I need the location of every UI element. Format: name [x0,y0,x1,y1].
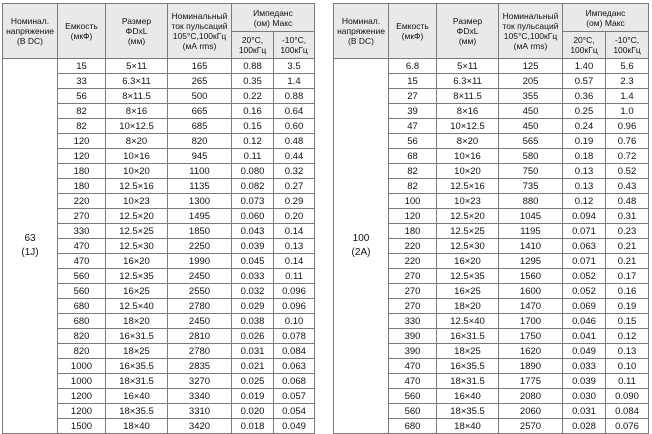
impedance-20c-cell: 0.026 [232,329,274,344]
capacitance-cell: 180 [389,224,437,239]
ripple-current-cell: 355 [499,89,563,104]
impedance-minus10c-cell: 0.057 [274,389,315,404]
size-cell: 16×31.5 [437,329,499,344]
size-cell: 16×31.5 [106,329,168,344]
size-cell: 12.5×16 [106,179,168,194]
impedance-20c-cell: 0.025 [232,374,274,389]
ripple-current-cell: 880 [499,194,563,209]
capacitance-cell: 1000 [58,374,106,389]
ripple-current-cell: 2780 [168,299,232,314]
size-cell: 16×40 [106,389,168,404]
header-capacitance: Емкость (мкФ) [58,4,106,59]
impedance-minus10c-cell: 0.48 [274,134,315,149]
capacitance-cell: 270 [58,209,106,224]
impedance-20c-cell: 0.031 [563,404,606,419]
impedance-20c-cell: 0.020 [232,404,274,419]
impedance-minus10c-cell: 0.48 [606,194,649,209]
impedance-20c-cell: 0.033 [563,359,606,374]
impedance-minus10c-cell: 0.17 [606,269,649,284]
size-cell: 12.5×16 [437,179,499,194]
capacitance-cell: 82 [58,119,106,134]
size-cell: 12.5×25 [106,224,168,239]
size-cell: 8×16 [106,104,168,119]
capacitance-cell: 47 [389,119,437,134]
impedance-20c-cell: 0.028 [563,419,606,434]
ripple-current-cell: 1045 [499,209,563,224]
impedance-20c-cell: 0.13 [563,179,606,194]
impedance-20c-cell: 0.069 [563,299,606,314]
size-cell: 16×25 [106,284,168,299]
impedance-minus10c-cell: 0.60 [274,119,315,134]
capacitance-cell: 470 [58,254,106,269]
impedance-20c-cell: 0.15 [232,119,274,134]
size-cell: 12.5×35 [437,269,499,284]
ripple-current-cell: 265 [168,74,232,89]
capacitance-cell: 15 [58,59,106,74]
impedance-20c-cell: 0.041 [563,329,606,344]
size-cell: 16×35.5 [106,359,168,374]
size-cell: 16×20 [437,254,499,269]
impedance-20c-cell: 0.018 [232,419,274,434]
impedance-20c-cell: 0.094 [563,209,606,224]
header-voltage: Номинал. напряжение (В DC) [334,4,389,59]
capacitance-cell: 330 [58,224,106,239]
impedance-20c-cell: 0.045 [232,254,274,269]
size-cell: 18×40 [106,419,168,434]
capacitance-cell: 220 [389,239,437,254]
impedance-minus10c-cell: 0.049 [274,419,315,434]
impedance-20c-cell: 0.25 [563,104,606,119]
impedance-minus10c-cell: 1.4 [606,89,649,104]
impedance-20c-cell: 0.071 [563,224,606,239]
ripple-current-cell: 580 [499,149,563,164]
impedance-20c-cell: 0.032 [232,284,274,299]
header-ripple-current: Номинальный ток пульсаций 105°C,100кГц (мА rms) [499,4,563,59]
capacitance-cell: 560 [389,389,437,404]
ripple-current-cell: 1850 [168,224,232,239]
impedance-minus10c-cell: 0.21 [606,239,649,254]
impedance-minus10c-cell: 0.96 [606,119,649,134]
impedance-minus10c-cell: 0.21 [606,254,649,269]
size-cell: 10×12.5 [106,119,168,134]
impedance-20c-cell: 0.19 [563,134,606,149]
ripple-current-cell: 1195 [499,224,563,239]
impedance-minus10c-cell: 1.4 [274,74,315,89]
capacitance-cell: 470 [389,374,437,389]
capacitance-cell: 680 [58,299,106,314]
size-cell: 18×20 [106,314,168,329]
impedance-minus10c-cell: 0.20 [274,209,315,224]
impedance-20c-cell: 0.049 [563,344,606,359]
size-cell: 8×11.5 [106,89,168,104]
ripple-current-cell: 1495 [168,209,232,224]
ripple-current-cell: 1410 [499,239,563,254]
impedance-minus10c-cell: 0.16 [606,284,649,299]
impedance-minus10c-cell: 0.10 [274,314,315,329]
ripple-current-cell: 1600 [499,284,563,299]
impedance-20c-cell: 0.031 [232,344,274,359]
size-cell: 12.5×40 [106,299,168,314]
ripple-current-cell: 1775 [499,374,563,389]
ripple-current-cell: 1135 [168,179,232,194]
impedance-20c-cell: 0.019 [232,389,274,404]
voltage-cell: 63 (1J) [3,59,58,434]
ripple-current-cell: 3340 [168,389,232,404]
impedance-minus10c-cell: 2.3 [606,74,649,89]
impedance-minus10c-cell: 0.13 [274,239,315,254]
impedance-20c-cell: 0.033 [232,269,274,284]
impedance-minus10c-cell: 0.44 [274,149,315,164]
size-cell: 18×25 [437,344,499,359]
capacitance-cell: 680 [58,314,106,329]
size-cell: 12.5×40 [437,314,499,329]
ripple-current-cell: 2810 [168,329,232,344]
impedance-20c-cell: 0.030 [563,389,606,404]
impedance-20c-cell: 0.082 [232,179,274,194]
size-cell: 18×25 [106,344,168,359]
ripple-current-cell: 1890 [499,359,563,374]
right-spec-table [333,3,649,434]
size-cell: 18×35.5 [437,404,499,419]
ripple-current-cell: 1295 [499,254,563,269]
ripple-current-cell: 735 [499,179,563,194]
capacitance-cell: 390 [389,329,437,344]
impedance-minus10c-cell: 0.076 [606,419,649,434]
voltage-cell: 100 (2A) [334,59,389,434]
size-cell: 16×35.5 [437,359,499,374]
capacitance-cell: 820 [58,344,106,359]
impedance-20c-cell: 0.052 [563,269,606,284]
size-cell: 18×31.5 [437,374,499,389]
ripple-current-cell: 3420 [168,419,232,434]
ripple-current-cell: 500 [168,89,232,104]
capacitance-cell: 15 [389,74,437,89]
ripple-current-cell: 1470 [499,299,563,314]
header-impedance-minus10c: -10°C, 100кГц [606,32,649,59]
header-voltage: Номинал. напряжение (В DC) [3,4,58,59]
impedance-minus10c-cell: 0.054 [274,404,315,419]
impedance-minus10c-cell: 0.090 [606,389,649,404]
impedance-minus10c-cell: 0.43 [606,179,649,194]
impedance-20c-cell: 0.36 [563,89,606,104]
size-cell: 5×11 [106,59,168,74]
impedance-20c-cell: 0.16 [232,104,274,119]
size-cell: 18×20 [437,299,499,314]
capacitance-cell: 1500 [58,419,106,434]
size-cell: 10×23 [106,194,168,209]
size-cell: 10×16 [106,149,168,164]
capacitance-cell: 100 [389,194,437,209]
impedance-minus10c-cell: 0.76 [606,134,649,149]
impedance-minus10c-cell: 0.084 [274,344,315,359]
ripple-current-cell: 165 [168,59,232,74]
size-cell: 16×25 [437,284,499,299]
capacitance-cell: 33 [58,74,106,89]
ripple-current-cell: 450 [499,104,563,119]
capacitance-cell: 1200 [58,389,106,404]
impedance-minus10c-cell: 0.52 [606,164,649,179]
table-row [334,59,649,74]
impedance-minus10c-cell: 0.29 [274,194,315,209]
size-cell: 10×12.5 [437,119,499,134]
impedance-20c-cell: 0.046 [563,314,606,329]
capacitance-cell: 82 [389,179,437,194]
capacitance-cell: 820 [58,329,106,344]
capacitance-cell: 6.8 [389,59,437,74]
ripple-current-cell: 2450 [168,269,232,284]
size-cell: 12.5×35 [106,269,168,284]
impedance-minus10c-cell: 0.12 [606,329,649,344]
capacitance-cell: 680 [389,419,437,434]
header-impedance: Импеданс (ом) Макс [563,4,649,32]
impedance-20c-cell: 0.029 [232,299,274,314]
header-capacitance: Емкость (мкФ) [389,4,437,59]
capacitance-cell: 560 [389,404,437,419]
ripple-current-cell: 665 [168,104,232,119]
size-cell: 10×20 [106,164,168,179]
impedance-20c-cell: 1.40 [563,59,606,74]
impedance-20c-cell: 0.24 [563,119,606,134]
table-row [3,59,315,74]
impedance-20c-cell: 0.071 [563,254,606,269]
impedance-20c-cell: 0.039 [232,239,274,254]
impedance-minus10c-cell: 0.19 [606,299,649,314]
impedance-minus10c-cell: 0.096 [274,284,315,299]
capacitance-cell: 560 [58,284,106,299]
size-cell: 8×20 [437,134,499,149]
impedance-20c-cell: 0.038 [232,314,274,329]
capacitance-cell: 82 [58,104,106,119]
impedance-minus10c-cell: 0.068 [274,374,315,389]
impedance-20c-cell: 0.12 [563,194,606,209]
capacitance-cell: 330 [389,314,437,329]
impedance-minus10c-cell: 0.14 [274,254,315,269]
capacitance-cell: 39 [389,104,437,119]
capacitance-cell: 82 [389,164,437,179]
capacitance-cell: 27 [389,89,437,104]
header-ripple-current: Номинальный ток пульсаций 105°C,100кГц (мА rms) [168,4,232,59]
ripple-current-cell: 1100 [168,164,232,179]
capacitance-cell: 120 [58,149,106,164]
size-cell: 6.3×11 [437,74,499,89]
capacitance-cell: 390 [389,344,437,359]
size-cell: 16×40 [437,389,499,404]
impedance-minus10c-cell: 0.72 [606,149,649,164]
size-cell: 5×11 [437,59,499,74]
capacitance-cell: 220 [389,254,437,269]
size-cell: 8×11.5 [437,89,499,104]
header-impedance: Импеданс (ом) Макс [232,4,315,32]
ripple-current-cell: 750 [499,164,563,179]
capacitance-cell: 120 [389,209,437,224]
ripple-current-cell: 205 [499,74,563,89]
impedance-20c-cell: 0.11 [232,149,274,164]
size-cell: 8×16 [437,104,499,119]
impedance-20c-cell: 0.88 [232,59,274,74]
ripple-current-cell: 3270 [168,374,232,389]
impedance-minus10c-cell: 0.063 [274,359,315,374]
size-cell: 6.3×11 [106,74,168,89]
impedance-minus10c-cell: 0.23 [606,224,649,239]
header-impedance-20c: 20°C, 100кГц [232,32,274,59]
size-cell: 12.5×30 [106,239,168,254]
impedance-minus10c-cell: 0.31 [606,209,649,224]
impedance-minus10c-cell: 0.078 [274,329,315,344]
ripple-current-cell: 2450 [168,314,232,329]
ripple-current-cell: 1300 [168,194,232,209]
size-cell: 12.5×20 [437,209,499,224]
impedance-minus10c-cell: 1.0 [606,104,649,119]
impedance-20c-cell: 0.060 [232,209,274,224]
ripple-current-cell: 1750 [499,329,563,344]
capacitance-cell: 56 [58,89,106,104]
capacitance-cell: 560 [58,269,106,284]
capacitance-cell: 1000 [58,359,106,374]
ripple-current-cell: 1560 [499,269,563,284]
impedance-20c-cell: 0.039 [563,374,606,389]
ripple-current-cell: 2570 [499,419,563,434]
impedance-20c-cell: 0.063 [563,239,606,254]
impedance-20c-cell: 0.12 [232,134,274,149]
size-cell: 18×35.5 [106,404,168,419]
size-cell: 12.5×30 [437,239,499,254]
impedance-20c-cell: 0.052 [563,284,606,299]
capacitance-cell: 270 [389,299,437,314]
capacitance-cell: 120 [58,134,106,149]
size-cell: 18×31.5 [106,374,168,389]
ripple-current-cell: 1700 [499,314,563,329]
capacitance-cell: 1200 [58,404,106,419]
header-size: Размер ΦDxL (мм) [106,4,168,59]
impedance-minus10c-cell: 0.14 [274,224,315,239]
impedance-minus10c-cell: 0.15 [606,314,649,329]
ripple-current-cell: 820 [168,134,232,149]
impedance-minus10c-cell: 0.11 [274,269,315,284]
capacitance-cell: 470 [58,239,106,254]
impedance-minus10c-cell: 0.32 [274,164,315,179]
impedance-minus10c-cell: 5.6 [606,59,649,74]
impedance-minus10c-cell: 0.084 [606,404,649,419]
impedance-minus10c-cell: 0.88 [274,89,315,104]
header-size: Размер ΦDxL (мм) [437,4,499,59]
impedance-minus10c-cell: 0.096 [274,299,315,314]
impedance-20c-cell: 0.073 [232,194,274,209]
ripple-current-cell: 2550 [168,284,232,299]
impedance-20c-cell: 0.080 [232,164,274,179]
impedance-20c-cell: 0.18 [563,149,606,164]
ripple-current-cell: 1620 [499,344,563,359]
impedance-minus10c-cell: 0.27 [274,179,315,194]
impedance-minus10c-cell: 0.13 [606,344,649,359]
size-cell: 10×23 [437,194,499,209]
impedance-20c-cell: 0.22 [232,89,274,104]
header-impedance-20c: 20°C, 100кГц [563,32,606,59]
capacitance-cell: 270 [389,269,437,284]
ripple-current-cell: 450 [499,119,563,134]
ripple-current-cell: 2835 [168,359,232,374]
impedance-minus10c-cell: 3.5 [274,59,315,74]
ripple-current-cell: 3310 [168,404,232,419]
capacitance-cell: 220 [58,194,106,209]
ripple-current-cell: 2060 [499,404,563,419]
size-cell: 10×20 [437,164,499,179]
size-cell: 8×20 [106,134,168,149]
impedance-20c-cell: 0.35 [232,74,274,89]
capacitance-cell: 270 [389,284,437,299]
capacitance-cell: 180 [58,164,106,179]
size-cell: 16×20 [106,254,168,269]
ripple-current-cell: 2080 [499,389,563,404]
ripple-current-cell: 2250 [168,239,232,254]
ripple-current-cell: 2780 [168,344,232,359]
impedance-20c-cell: 0.021 [232,359,274,374]
impedance-20c-cell: 0.13 [563,164,606,179]
capacitance-cell: 56 [389,134,437,149]
left-spec-table [2,3,315,434]
ripple-current-cell: 945 [168,149,232,164]
header-impedance-minus10c: -10°C, 100кГц [274,32,315,59]
size-cell: 12.5×20 [106,209,168,224]
impedance-20c-cell: 0.57 [563,74,606,89]
size-cell: 12.5×25 [437,224,499,239]
impedance-minus10c-cell: 0.64 [274,104,315,119]
ripple-current-cell: 125 [499,59,563,74]
capacitance-cell: 180 [58,179,106,194]
ripple-current-cell: 565 [499,134,563,149]
ripple-current-cell: 685 [168,119,232,134]
size-cell: 18×40 [437,419,499,434]
impedance-minus10c-cell: 0.10 [606,359,649,374]
size-cell: 10×16 [437,149,499,164]
capacitance-cell: 68 [389,149,437,164]
impedance-minus10c-cell: 0.11 [606,374,649,389]
ripple-current-cell: 1990 [168,254,232,269]
capacitance-cell: 470 [389,359,437,374]
impedance-20c-cell: 0.043 [232,224,274,239]
